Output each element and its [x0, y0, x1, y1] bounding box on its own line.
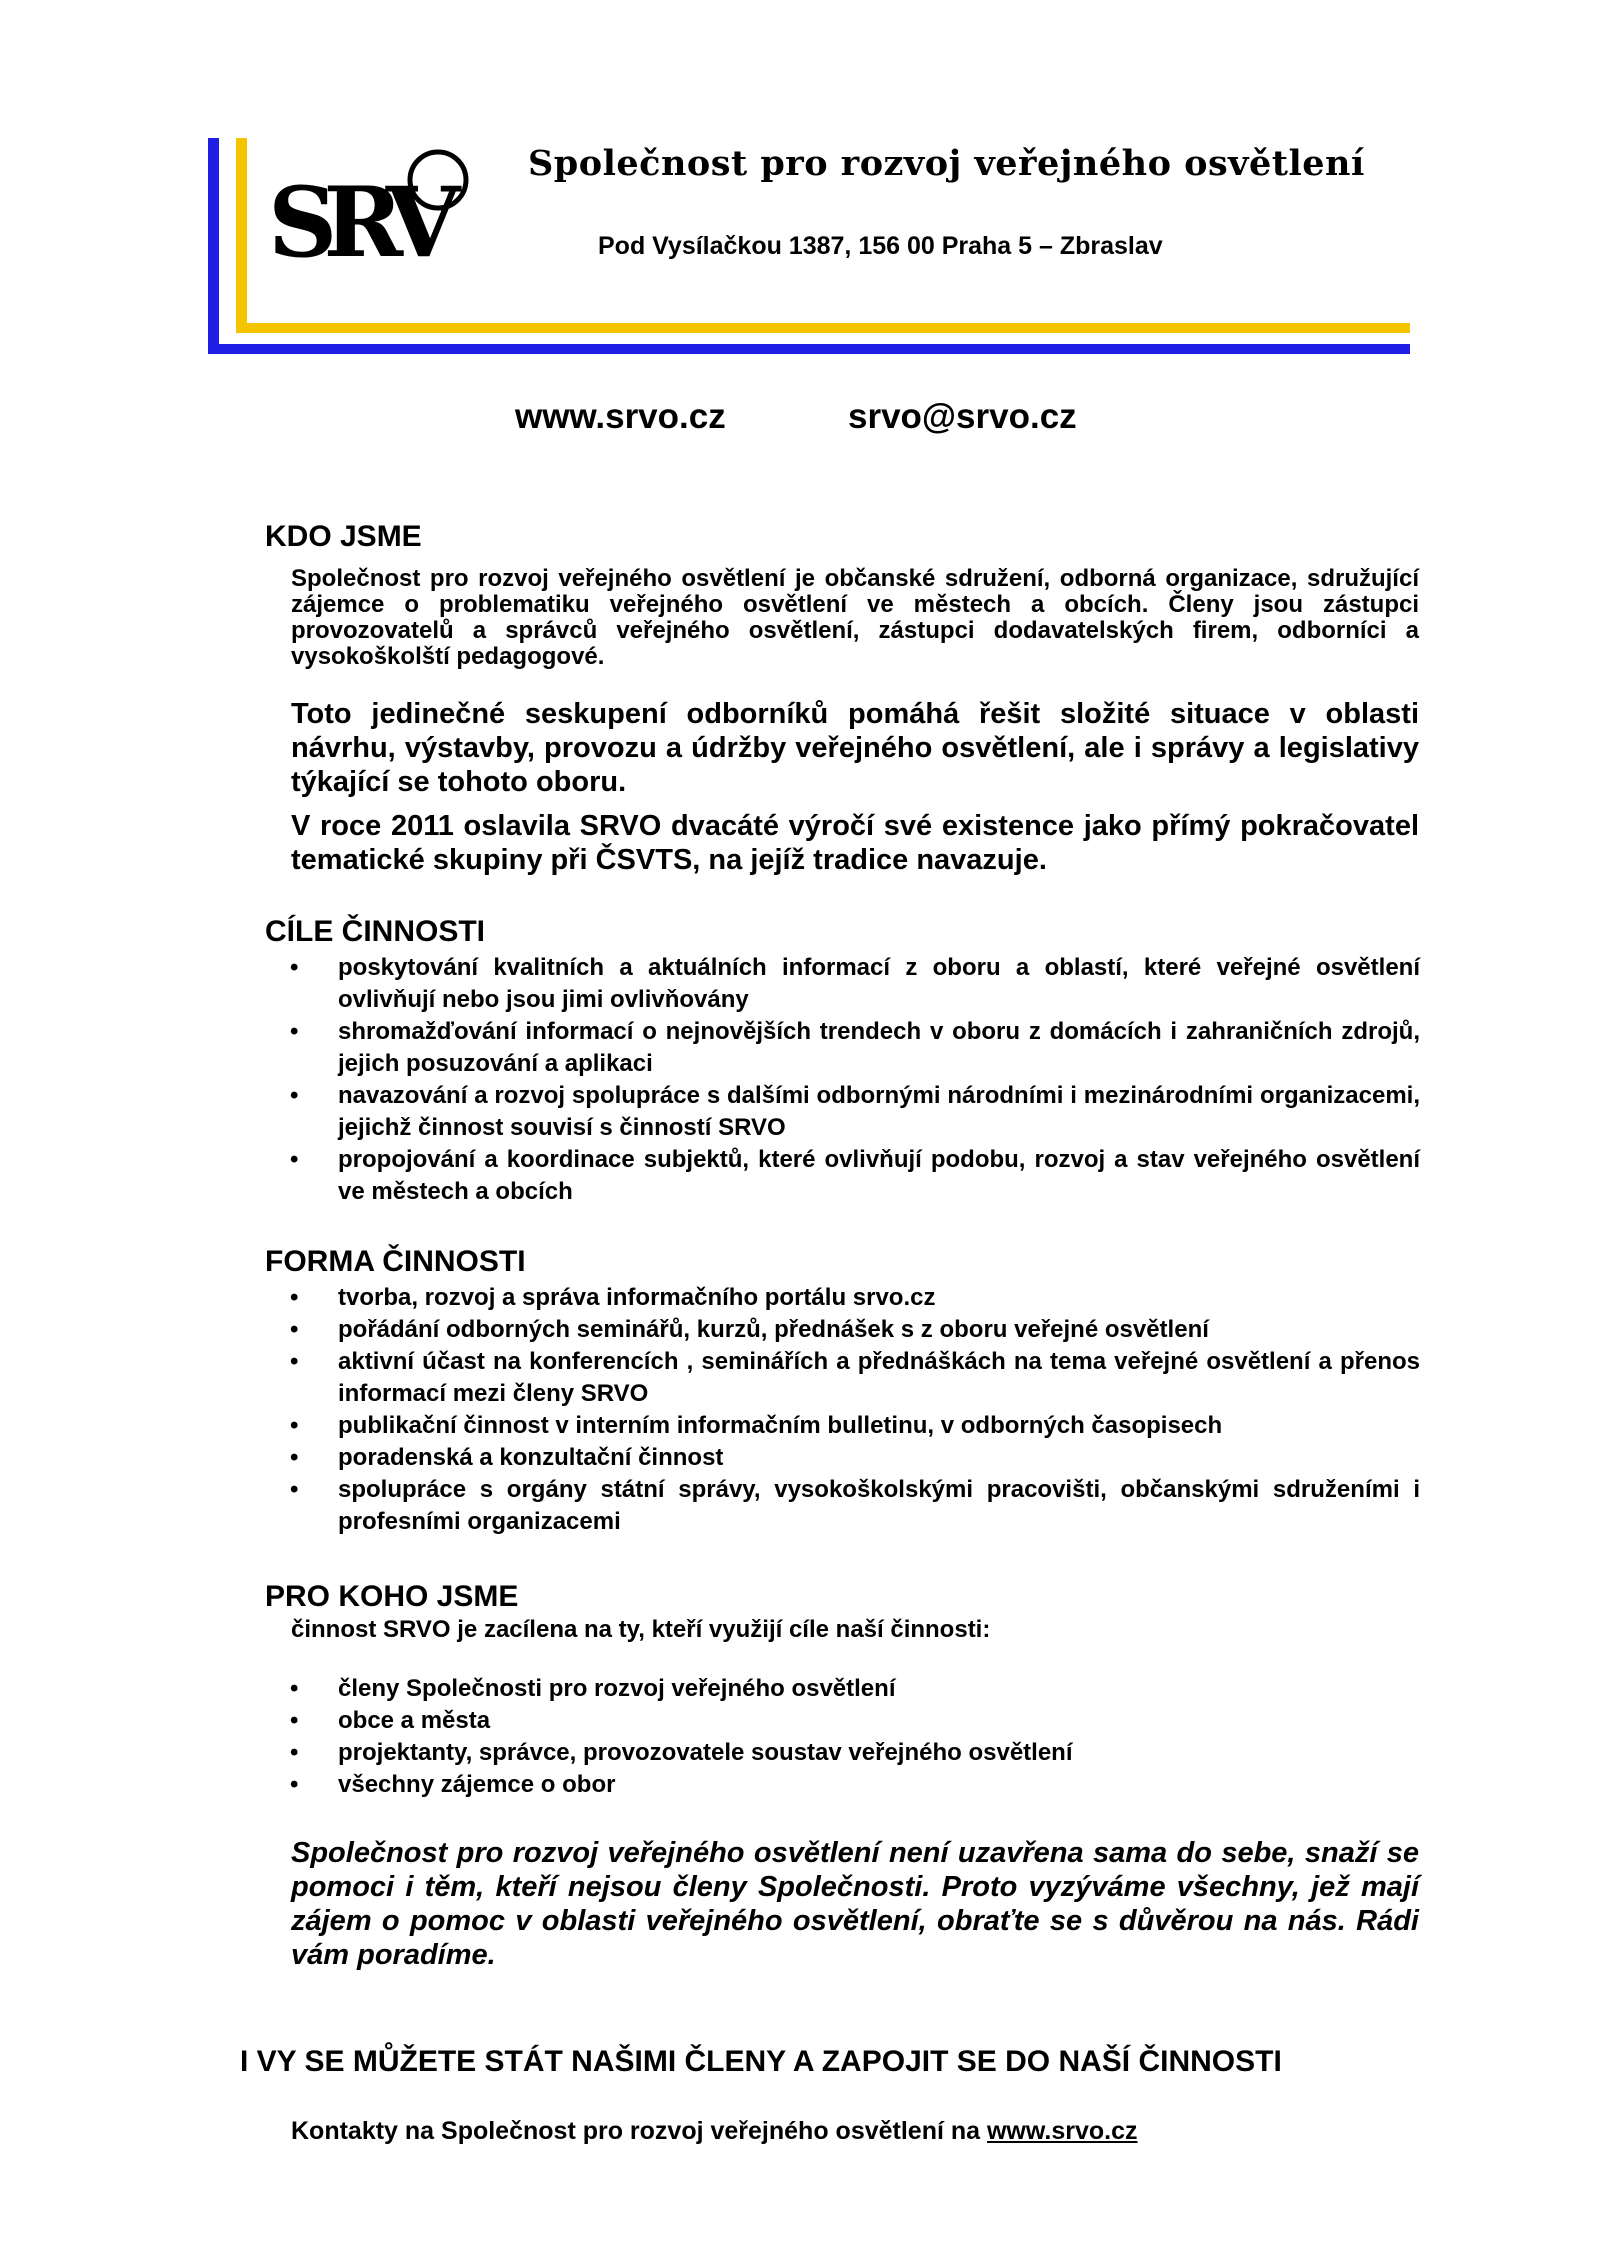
pro-koho-list-item-text: všechny zájemce o obor — [338, 1771, 616, 1798]
cile-list-item-text: poskytování kvalitních a aktuálních informací z oboru a oblastí, které veřejné osvětlení ovlivňují nebo jsou jimi ovlivňovány — [338, 954, 1420, 1013]
cile-list-item-text: shromažďování informací o nejnovějších trendech v oboru z domácích i zahraničních zdrojů, jejich posuzování a aplikaci — [338, 1018, 1420, 1077]
forma-list — [290, 1282, 1420, 1538]
pro-koho-list-item — [290, 1705, 1420, 1737]
forma-list-item — [290, 1410, 1420, 1442]
section-heading-kdo-jsme: KDO JSME — [265, 520, 422, 553]
bullet-icon: • — [290, 1082, 299, 1109]
bullet-icon: • — [290, 1412, 299, 1439]
bullet-icon: • — [290, 1675, 299, 1702]
bullet-icon: • — [290, 1316, 299, 1343]
cile-list-item-text: navazování a rozvoj spolupráce s dalšími odbornými národními i mezinárodními organizacemi, jejichž činnost souvisí s činností SRVO — [338, 1082, 1420, 1141]
bullet-icon: • — [290, 1146, 299, 1173]
cile-list-item — [290, 1144, 1420, 1208]
pro-koho-list-item — [290, 1769, 1420, 1801]
email-link[interactable]: srvo@srvo.cz — [848, 397, 1077, 436]
bullet-icon: • — [290, 1018, 299, 1045]
forma-list-item-text: publikační činnost v interním informačním bulletinu, v odborných časopisech — [338, 1412, 1223, 1439]
cile-list-item-text: propojování a koordinace subjektů, které ovlivňují podobu, rozvoj a stav veřejného osvětlení ve městech a obcích — [338, 1146, 1420, 1205]
header-frame-blue-horizontal — [208, 344, 1410, 354]
header-frame-yellow-vertical — [236, 138, 247, 332]
header-frame-yellow-horizontal — [236, 323, 1410, 333]
pro-koho-list — [290, 1673, 1420, 1801]
section-heading-cile-cinnosti: CÍLE ČINNOSTI — [265, 915, 486, 948]
membership-call-to-action: I VY SE MŮŽETE STÁT NAŠIMI ČLENY A ZAPOJIT SE DO NAŠÍ ČINNOSTI — [240, 2045, 1282, 2078]
pro-koho-list-item-text: členy Společnosti pro rozvoj veřejného osvětlení — [338, 1675, 896, 1702]
bullet-icon: • — [290, 1284, 299, 1311]
website-link[interactable]: www.srvo.cz — [515, 397, 726, 436]
cile-list-item — [290, 1080, 1420, 1144]
cile-list — [290, 952, 1420, 1208]
forma-list-item — [290, 1282, 1420, 1314]
bullet-icon: • — [290, 1348, 299, 1375]
cile-list-item — [290, 1016, 1420, 1080]
forma-list-item-text: spolupráce s orgány státní správy, vysokoškolskými pracovišti, občanskými sdruženími i profesními organizacemi — [338, 1476, 1420, 1535]
srvo-logo — [268, 138, 478, 263]
contacts-text: Kontakty na Společnost pro rozvoj veřejného osvětlení na — [291, 2117, 987, 2145]
forma-list-item — [290, 1314, 1420, 1346]
forma-list-item-text: aktivní účast na konferencích , seminářích a přednáškách na tema veřejné osvětlení a přenos informací mezi členy SRVO — [338, 1348, 1420, 1407]
bullet-icon: • — [290, 1739, 299, 1766]
kdo-jsme-paragraph-3: V roce 2011 oslavila SRVO dvacáté výročí své existence jako přímý pokračovatel tematické skupiny při ČSVTS, na jejíž tradice navazuje. — [291, 810, 1419, 876]
bullet-icon: • — [290, 1476, 299, 1503]
bullet-icon: • — [290, 1707, 299, 1734]
pro-koho-list-item — [290, 1737, 1420, 1769]
contacts-line — [291, 2117, 1138, 2146]
pro-koho-list-item-text: obce a města — [338, 1707, 491, 1734]
closing-statement: Společnost pro rozvoj veřejného osvětlení není uzavřena sama do sebe, snaží se pomoci i těm, kteří nejsou členy Společnosti. Proto vyzýváme všechny, jež mají zájem o pomoc v oblasti veřejného osvětlení, obraťte se s důvěrou na nás. Rádi vám poradíme. — [291, 1837, 1419, 1971]
forma-list-item — [290, 1346, 1420, 1410]
forma-list-item — [290, 1442, 1420, 1474]
header-frame-blue-vertical — [208, 138, 219, 354]
organization-name: Společnost pro rozvoj veřejného osvětlení — [528, 143, 1365, 184]
contacts-website-link[interactable]: www.srvo.cz — [986, 2117, 1138, 2145]
pro-koho-list-item — [290, 1673, 1420, 1705]
cile-list-item — [290, 952, 1420, 1016]
pro-koho-list-item-text: projektanty, správce, provozovatele soustav veřejného osvětlení — [338, 1739, 1073, 1766]
svg-text:SRV: SRV — [268, 166, 447, 263]
bullet-icon: • — [290, 954, 299, 981]
forma-list-item-text: pořádání odborných seminářů, kurzů, přednášek s z oboru veřejné osvětlení — [338, 1316, 1209, 1343]
kdo-jsme-paragraph-2: Toto jedinečné seskupení odborníků pomáhá řešit složité situace v oblasti návrhu, výstavby, provozu a údržby veřejného osvětlení, ale i správy a legislativy týkající se tohoto oboru. — [291, 698, 1419, 798]
section-heading-forma-cinnosti: FORMA ČINNOSTI — [265, 1245, 526, 1278]
section-heading-pro-koho-jsme: PRO KOHO JSME — [265, 1580, 519, 1613]
forma-list-item — [290, 1474, 1420, 1538]
kdo-jsme-intro: Společnost pro rozvoj veřejného osvětlení je občanské sdružení, odborná organizace, sdružující zájemce o problematiku veřejného osvětlení ve městech a obcích. Členy jsou zástupci provozovatelů a správců veřejného osvětlení, zástupci dodavatelských firem, odborníci a vysokoškolští pedagogové. — [291, 565, 1419, 670]
forma-list-item-text: poradenská a konzultační činnost — [338, 1444, 724, 1471]
organization-address: Pod Vysílačkou 1387, 156 00 Praha 5 – Zbraslav — [598, 232, 1163, 260]
forma-list-item-text: tvorba, rozvoj a správa informačního portálu srvo.cz — [338, 1284, 936, 1311]
bullet-icon: • — [290, 1444, 299, 1471]
pro-koho-intro: činnost SRVO je zacílena na ty, kteří využijí cíle naší činnosti: — [291, 1616, 991, 1643]
bullet-icon: • — [290, 1771, 299, 1798]
